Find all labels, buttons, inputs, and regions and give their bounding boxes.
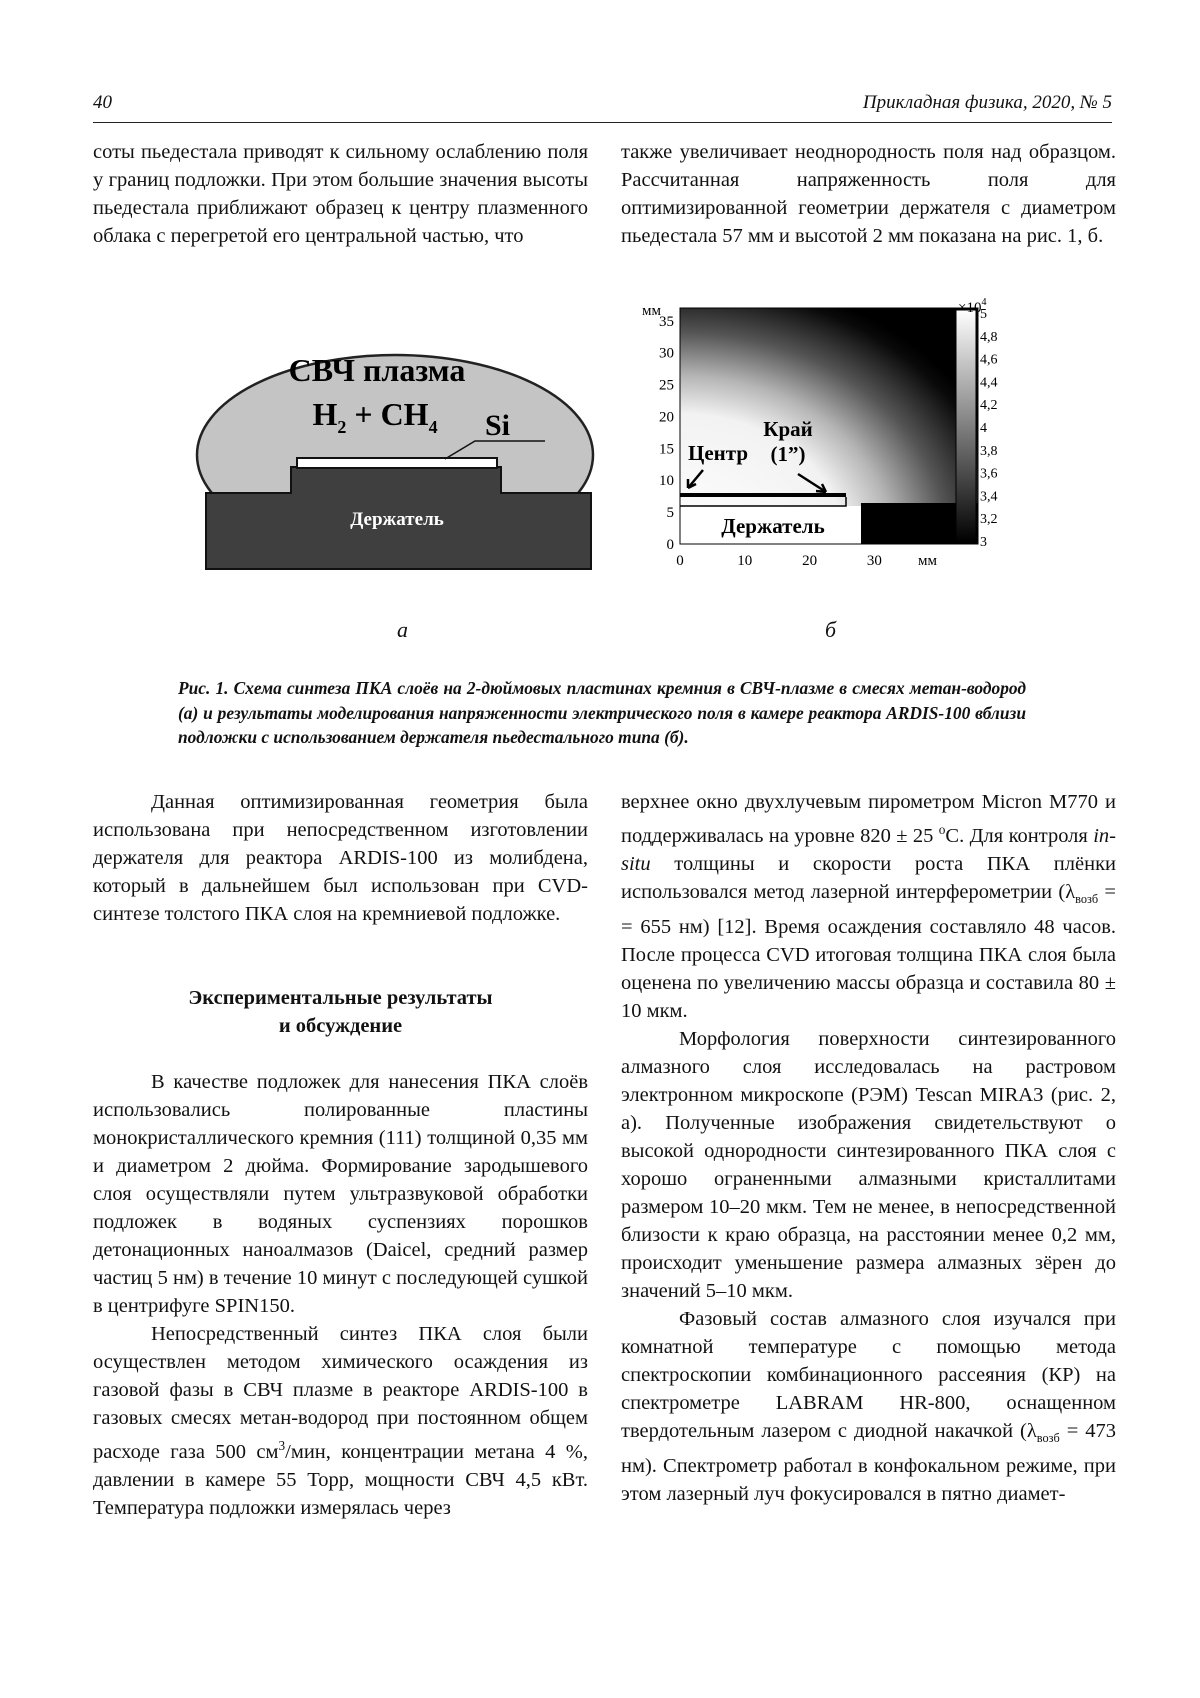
right-column [621,788,1116,1508]
colorbar-tick-label: 4,6 [980,352,998,368]
colorbar-tick-label: 3,4 [980,489,998,505]
edge-label-1: Край [763,417,813,441]
figure-caption-text: Рис. 1. Схема синтеза ПКА слоёв на 2-дюймовых пластинах кремния в СВЧ-плазме в смесях метан-водород (а) и результаты моделирования напряженности электрического поля в камере реактора ARDIS-100 вблизи подложки с использованием держателя пьедестального типа (б). [178,678,1026,747]
colorbar-tick-label: 4,2 [980,398,998,414]
journal-title: Прикладная физика, 2020, № 5 [862,92,1112,113]
edge-label-2: (1”) [770,442,806,466]
page-number: 40 [93,92,112,113]
y-tick-labels [659,314,674,553]
colorbar-tick-label: 4 [980,421,987,436]
section-heading-line-2: и обсуждение [278,1015,403,1037]
colorbar-tick-label: 4,4 [980,375,998,391]
figure-b-field-map [628,298,1048,608]
colorbar [956,310,976,542]
x-tick-labels [676,553,882,569]
right-p1-a: верхнее окно двухлучевым пирометром Micron M770 и поддерживалась на уровне 820 ± 25 [621,791,1116,847]
top-right-text [621,138,1116,250]
holder-label-b: Держатель [721,514,825,538]
colorbar-tick-labels [980,307,998,550]
right-p3-b: = 473 нм). Спектрометр работал в конфокальном режиме, при этом лазерный луч фокусировался в пятно диамет- [621,1419,1116,1506]
formula-ch-sub: 4 [428,417,438,437]
right-paragraph-2: Морфология поверхности синтезированного алмазного слоя исследовалась на растровом электронном микроскопе (РЭМ) Tescan MIRA3 (рис. 2, а). Полученные изображения свидетельствуют о высокой однородности синтезированного ПКА слоя с хорошо ограненными алмазными кристаллитами размером 10–20 мкм. Тем не менее, в непосредственной близости к краю образца, на расстоянии менее 0,2 мм, происходит уменьшение размера алмазных зёрен до значений 5–10 мкм. [621,1027,1116,1302]
right-paragraph-1 [621,788,1116,1025]
right-p1-c: толщины и скорости роста ПКА плёнки использовался метод лазерной интерферометрии (λ [621,852,1116,903]
x-tick-label: 0 [676,553,684,569]
colorbar-exponent: 4 [981,298,987,308]
formula-h: H [312,396,338,432]
y-tick-label: 25 [659,377,674,394]
section-heading-line-1: Экспериментальные результаты [188,987,493,1009]
x-tick-label: 10 [737,553,753,569]
header-rule [93,122,1112,123]
y-tick-label: 20 [659,409,674,426]
left-p3-end: /мин, концентрации метана 4 %, давлении в камере 55 Торр, мощности СВЧ 4,5 кВт. Температура подложки измерялась через [93,1440,588,1519]
colorbar-multiplier-base: ×10 [958,300,982,316]
figure-caption [178,676,1026,750]
y-tick-label: 10 [659,473,674,490]
holder-label-a: Держатель [350,509,444,530]
colorbar-tick-label: 3,8 [980,443,998,459]
y-unit-label: мм [642,303,661,319]
left-p3-start: Непосредственный синтез ПКА слоя были осуществлен методом химического осаждения из газовой фазы в СВЧ плазме в реакторе ARDIS-100 в газовых смесях метан-водород при постоянном общем расходе газа 500 см [93,1323,588,1463]
right-p1-insitu: in-situ [621,824,1116,875]
colorbar-tick-label: 3 [980,535,987,550]
panel-label-a: а [397,617,408,642]
left-column [93,788,588,1522]
plasma-formula [312,396,437,437]
top-left-paragraph: соты пьедестала приводят к сильному ослаблению поля у границ подложки. При этом большие значения высоты пьедестала приближают образец к центру плазменного облака с перегретой его центральной частью, что [93,141,588,247]
top-left-text [93,138,588,250]
right-p1-degree: o [938,822,946,837]
right-p1-d: = = 655 нм) [12]. Время осаждения составляло 48 часов. После процесса CVD итоговая толщина ПКА слоя была оценена по увеличению массы образца и составила 80 ± 10 мкм. [621,880,1116,1022]
silicon-substrate [297,458,497,468]
left-p3-sup: 3 [278,1438,286,1453]
y-tick-label: 0 [666,537,674,553]
panel-label-b: б [825,617,837,642]
left-paragraph-1: Данная оптимизированная геометрия была использована при непосредственном изготовлении держателя для реактора ARDIS-100 из молибдена, который в дальнейшем был использован при CVD-синтезе толстого ПКА слоя на кремниевой подложке. [93,791,588,925]
top-right-paragraph: также увеличивает неоднородность поля над образцом. Рассчитанная напряженность поля для оптимизированной геометрии держателя с диаметром пьедестала 57 мм и высотой 2 мм показана на рис. 1, б. [621,141,1116,247]
y-tick-label: 35 [659,313,674,330]
x-tick-label: 30 [866,553,882,569]
x-tick-label: 20 [802,553,818,569]
left-paragraph-2: В качестве подложек для нанесения ПКА слоёв использовались полированные пластины монокристаллического кремния (111) толщиной 0,35 мм и диаметром 2 дюйма. Формирование зародышевого слоя осуществляли путем ультразвуковой обработки подложек в водяных суспензиях порошков детонационных наноалмазов (Daicel, средний размер частиц 5 нм) в течение 10 минут с последующей сушкой в центрифуге SPIN150. [93,1071,588,1317]
right-p1-b: C. Для контроля [945,824,1094,847]
right-paragraph-3 [621,1305,1116,1508]
colorbar-tick-label: 4,8 [980,329,998,345]
center-label: Центр [688,441,749,465]
colorbar-tick-label: 3,6 [980,466,998,482]
plasma-title: СВЧ плазма [288,352,466,388]
y-tick-label: 15 [659,441,674,458]
right-p1-sub: возб [1075,891,1099,906]
colorbar-tick-label: 5 [980,307,987,322]
formula-h-sub: 2 [337,417,347,437]
right-p3-sub: возб [1036,1431,1060,1446]
y-tick-label: 5 [666,505,674,522]
formula-rest: + CH [346,396,429,432]
x-unit-label: мм [918,553,937,569]
colorbar-tick-label: 3,2 [980,512,998,528]
y-tick-label: 30 [659,345,674,362]
si-label: Si [485,409,511,442]
left-paragraph-3 [93,1320,588,1522]
right-p3-a: Фазовый состав алмазного слоя изучался при комнатной температуре с помощью метода спектроскопии комбинационного рассеяния (КР) на спектрометре LABRAM HR-800, оснащенном твердотельным лазером с диодной накачкой (λ [621,1307,1116,1442]
figure-a-schematic [175,345,615,605]
